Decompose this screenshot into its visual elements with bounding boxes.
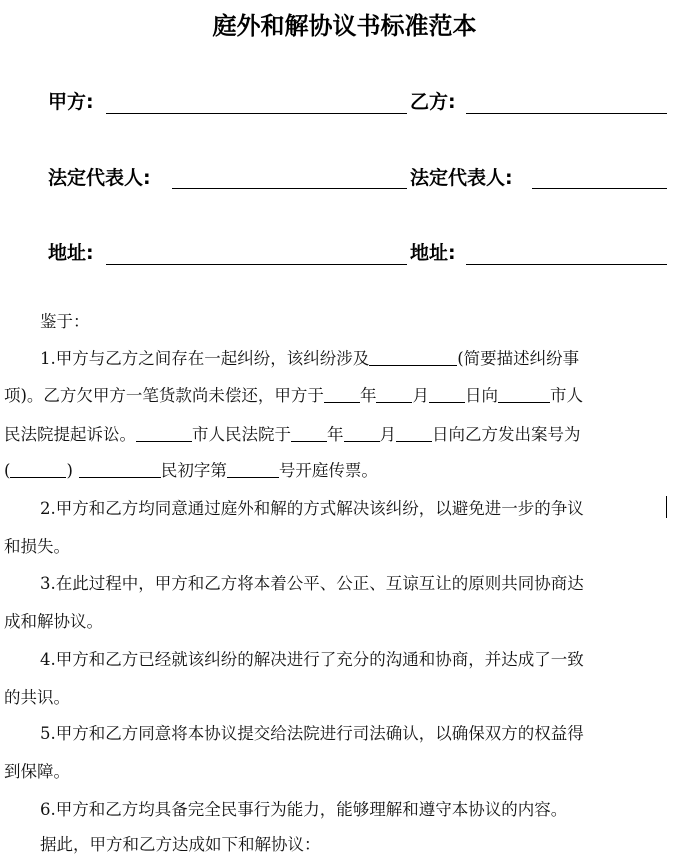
case-court-code-blank[interactable] (79, 459, 161, 478)
item3-line1: 3.在此过程中，甲方和乙方将本着公平、公正、互谅互让的原则共同协商达 (40, 574, 584, 593)
party-a-label: 甲方: (48, 91, 94, 113)
address-b-input-line[interactable] (466, 264, 667, 265)
case-number-blank[interactable] (227, 459, 279, 478)
summons-day-blank[interactable] (396, 423, 432, 442)
text-cursor (666, 496, 667, 518)
legal-rep-a-input-line[interactable] (172, 188, 407, 189)
item4-line2: 的共识。 (4, 688, 70, 707)
item5-line1: 5.甲方和乙方同意将本协议提交给法院进行司法确认，以确保双方的权益得 (40, 724, 584, 743)
address-a-label: 地址: (48, 242, 94, 264)
address-a-input-line[interactable] (106, 264, 407, 265)
party-a-input-line[interactable] (106, 113, 407, 114)
document-title: 庭外和解协议书标准范本 (212, 12, 477, 40)
item2-line2: 和损失。 (4, 537, 70, 556)
case-year-blank[interactable] (10, 459, 66, 478)
filing-day-blank[interactable] (429, 384, 465, 403)
legal-rep-b-input-line[interactable] (532, 188, 667, 189)
item1-line2: 项)。乙方欠甲方一笔货款尚未偿还，甲方于 年 月 日向 市人 (4, 386, 583, 405)
closing-paragraph: 据此，甲方和乙方达成如下和解协议： (40, 835, 321, 854)
filing-year-blank[interactable] (324, 384, 360, 403)
filing-city-blank[interactable] (498, 384, 550, 403)
filing-month-blank[interactable] (376, 384, 412, 403)
item1-line3: 民法院提起诉讼。 市人民法院于 年 月 日向乙方发出案号为 (4, 425, 581, 444)
item4-line1: 4.甲方和乙方已经就该纠纷的解决进行了充分的沟通和协商，并达成了一致 (40, 650, 584, 669)
address-b-label: 地址: (410, 242, 456, 264)
item1-line4: ( ) 民初字第 号开庭传票。 (4, 461, 378, 480)
court-city-blank[interactable] (136, 423, 192, 442)
legal-rep-b-label: 法定代表人: (410, 167, 513, 189)
item5-line2: 到保障。 (4, 762, 70, 781)
item3-line2: 成和解协议。 (4, 612, 103, 631)
item2-line1: 2.甲方和乙方均同意通过庭外和解的方式解决该纠纷，以避免进一步的争议 (40, 499, 584, 518)
whereas-heading: 鉴于： (40, 312, 90, 331)
dispute-description-blank[interactable] (369, 347, 457, 366)
party-b-label: 乙方: (410, 91, 456, 113)
legal-rep-a-label: 法定代表人: (48, 167, 151, 189)
summons-month-blank[interactable] (344, 423, 380, 442)
item6-line1: 6.甲方和乙方均具备完全民事行为能力，能够理解和遵守本协议的内容。 (40, 800, 568, 819)
item1-line1: 1.甲方与乙方之间存在一起纠纷，该纠纷涉及 (简要描述纠纷事 (40, 349, 580, 368)
party-b-input-line[interactable] (466, 113, 667, 114)
summons-year-blank[interactable] (291, 423, 327, 442)
